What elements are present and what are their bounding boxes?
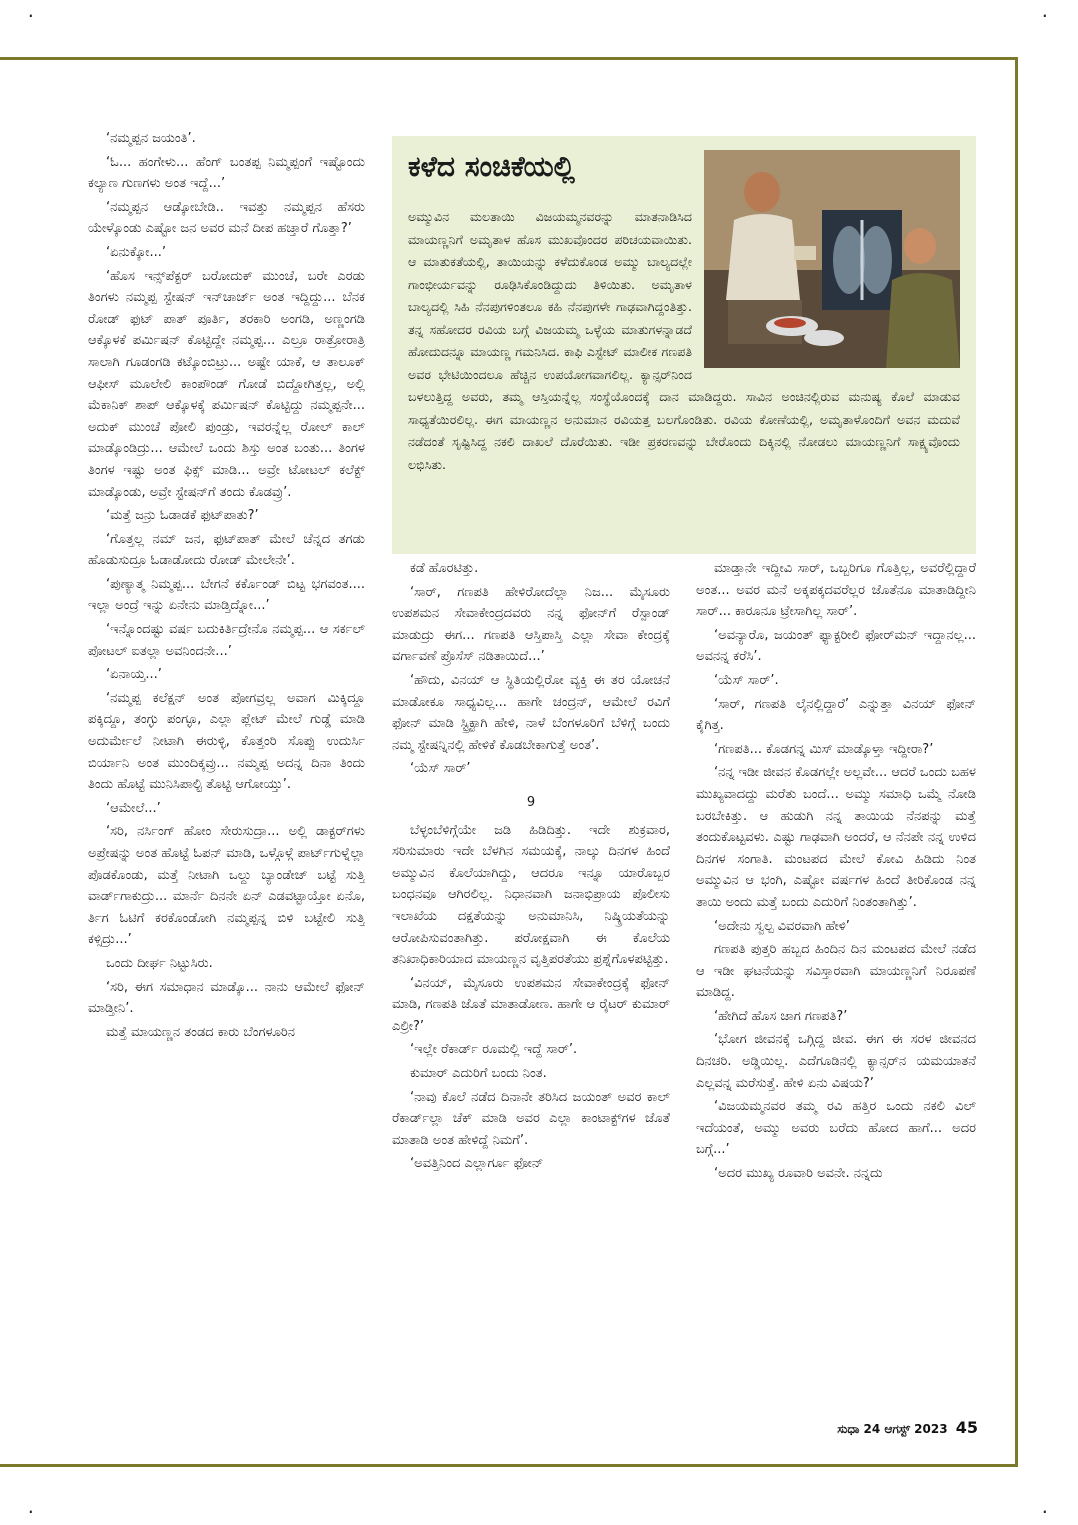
paragraph: ‘ನಮ್ಮಪ್ಪನ ಆಡ್ಕೋಬೇಡಿ.. ಇವತ್ತು ನಮ್ಮಪ್ಪನ ಹೆಸರು ಯೇಳ್ಕೊಂಡು ಎಷ್ಟೋ ಜನ ಅವರ ಮನೆ ದೀಪ ಹಚ್ತಾರೆ ಗೊತ್ತಾ?’: [88, 199, 365, 237]
crop-mark-top-left: .: [26, 2, 36, 21]
paragraph: ಮಾಡ್ತಾನೇ ಇದ್ದೀವಿ ಸಾರ್, ಒಬ್ಬರಿಗೂ ಗೊತ್ತಿಲ್ಲ, ಅವರೆಲ್ಲಿದ್ದಾರೆ ಅಂತ... ಅವರ ಮನೆ ಅಕ್ಕಪಕ್ಕದವರೆಲ್ಲರ ಜೊತೆನೂ ಮಾತಾಡಿದ್ದೀನಿ ಸಾರ್... ಕಾರೂನೂ ಟ್ರೇಸಾಗಿಲ್ಲ ಸಾರ್’.: [696, 561, 976, 620]
paragraph: ‘ಓ... ಹಂಗೇಳು... ಹೆಂಗ್ ಬಂತಪ್ಪ ನಿಮ್ಮಪ್ಪಂಗೆ ಇಷ್ಟೊಂದು ಕಲ್ಯಾಣ ಗುಣಗಳು ಅಂತ ಇದ್ದೆ...’: [88, 154, 365, 192]
page-footer: [837, 1418, 978, 1437]
story-column-3: [696, 558, 976, 1398]
paragraph: ‘ನನ್ನ ಇಡೀ ಜೀವನ ಕೊಡಗಲ್ಲೇ ಅಲ್ಲವೇ... ಆದರೆ ಒಂದು ಬಹಳ ಮುಖ್ಯವಾದದ್ದು ಮರೆತು ಬಂದೆ... ಅಮ್ಮು ಸಮಾಧಿ ಒಮ್ಮೆ ನೋಡಿ ಬರಬೇಕಿತ್ತು. ಆ ಹುಡುಗಿ ನನ್ನ ತಾಯಿಯ ನೆನಪನ್ನು ಮತ್ತೆ ತಂದುಕೊಟ್ಟವಳು. ಎಷ್ಟು ಗಾಢವಾಗಿ ಅಂದರೆ, ಆ ನೆನಪೇ ನನ್ನ ಉಳಿದ ದಿನಗಳ ಸಂಗಾತಿ. ಮಂಟಪದ ಮೇಲೆ ಕೋವಿ ಹಿಡಿದು ನಿಂತ ಅಮ್ಮುವಿನ ಆ ಭಂಗಿ, ಎಷ್ಟೋ ವರ್ಷಗಳ ಹಿಂದೆ ತೀರಿಕೊಂಡ ನನ್ನ ತಾಯಿ ಅಂದು ಮತ್ತೆ ಬಂದು ಎದುರಿಗೆ ನಿಂತಂತಾಗಿತ್ತು’.: [696, 765, 976, 910]
crop-mark-bottom-right: .: [1040, 1498, 1050, 1517]
magazine-issue: ಸುಧಾ 24 ಆಗಸ್ಟ್ 2023: [837, 1422, 948, 1436]
paragraph: ಗಣಪತಿ ಪುತ್ತರಿ ಹಬ್ಬದ ಹಿಂದಿನ ದಿನ ಮಂಟಪದ ಮೇಲೆ ನಡೆದ ಆ ಇಡೀ ಘಟನೆಯನ್ನು ಸವಿಸ್ತಾರವಾಗಿ ಮಾಯಣ್ಣನಿಗೆ ನಿರೂಪಣೆ ಮಾಡಿದ್ದ.: [696, 942, 976, 1001]
crop-mark-bottom-left: .: [26, 1498, 36, 1517]
recap-title: ಕಳೆದ ಸಂಚಿಕೆಯಲ್ಲಿ: [408, 150, 575, 183]
paragraph: ‘ಆಮೇಲೆ...’: [106, 800, 161, 816]
recap-box: [392, 136, 976, 554]
paragraph: ಕಡೆ ಹೊರಟಿತ್ತು.: [410, 561, 479, 576]
paragraph: ‘ಸರಿ, ನರ್ಸಿಂಗ್ ಹೋಂ ಸೇರುಸುದ್ರಾ... ಅಲ್ಲಿ ಡಾಕ್ಟರ್‌ಗಳು ಅಪ್ರೇಷನ್ನು ಅಂತ ಹೊಟ್ಟೆ ಓಪನ್ ಮಾಡಿ, ಒಳ್ಗೊಳ್ಗೆ ಪಾರ್ಟ್‌ಗುಳ್ನೆಲ್ಲಾ ಪೊಡಕೊಂಡು, ಮತ್ತೆ ನೀಟಾಗಿ ಒಲ್ದು ಬ್ಯಾಂಡೇಜ್ ಬಟ್ಟೆ ಸುತ್ತಿ ವಾರ್ಡ್‌ಗಾಕುದ್ರು... ಮಾರ್ನೆ ದಿನನೇ ಏನ್ ಎಡವಟ್ಟಾಯ್ತೋ ಏನೊ, ರ್ತಿಗ ಓಟಿಗೆ ಕರಕೊಂಡೋಗಿ ನಮ್ಮಪ್ಪನ್ನ ಬಿಳಿ ಬಟ್ಟೇಲಿ ಸುತ್ತಿ ಕಳ್ಸಿದ್ರು...’: [88, 824, 365, 948]
paragraph: ‘ಹೌದು, ವಿನಯ್ ಆ ಸ್ಥಿತಿಯಲ್ಲಿರೋ ವ್ಯಕ್ತಿ ಈ ತರ ಯೋಚನೆ ಮಾಡೋಕೂ ಸಾಧ್ಯವಿಲ್ಲ... ಹಾಗೇ ಚಂದ್ರನ್, ಆಮೇಲೆ ರವಿಗೆ ಫೋನ್ ಮಾಡಿ ಸ್ಟ್ರಿಕ್ಟಾಗಿ ಹೇಳಿ, ನಾಳೆ ಬೆಂಗಳೂರಿಗೆ ಬೆಳಿಗ್ಗೆ ಬಂದು ನಮ್ಮ ಸ್ಟೇಷನ್ನಿನಲ್ಲಿ ಹೇಳಿಕೆ ಕೊಡಬೇಕಾಗುತ್ತೆ ಅಂತ’.: [392, 672, 670, 753]
paragraph: ‘ಭೋಗ ಜೀವನಕ್ಕೆ ಒಗ್ಗಿದ್ದ ಜೀವ. ಈಗ ಈ ಸರಳ ಜೀವನದ ದಿನಚರಿ. ಅಡ್ಡಿಯಿಲ್ಲ. ಎದೆಗೂಡಿನಲ್ಲಿ ಕ್ಯಾನ್ಸರ್‌ನ ಯಮಯಾತನೆ ಎಲ್ಲವನ್ನ ಮರೆಸುತ್ತೆ. ಹೇಳಿ ಏನು ವಿಷಯ?’: [696, 1032, 976, 1091]
paragraph: ‘ಹೊಸ ಇನ್ಸ್‌ಪೆಕ್ಟರ್ ಬರೋದುಕ್ ಮುಂಚೆ, ಬರೇ ಎರಡು ತಿಂಗಳು ನಮ್ಮಪ್ಪ ಸ್ಟೇಷನ್ ಇನ್‌ಚಾರ್ಜ್ ಅಂತ ಇದ್ದಿದ್ದು... ಬೆನಕ ರೋಡ್ ಫುಟ್ ಪಾತ್ ಪೂರ್ತಿ, ತರಕಾರಿ ಅಂಗಡಿ, ಅಣ್ಣಂಗಡಿ ಆಕ್ಕೊಳಕೆ ಪರ್ಮಿಷನ್ ಕೊಟ್ಟಿದ್ದೇ ನಮ್ಮಪ್ಪ... ಎಲ್ರೂ ರಾತ್ರೋರಾತ್ರಿ ಸಾಲಾಗಿ ಗೂಡಂಗಡಿ ಕಟ್ಕೊಂಬಿಟ್ರು... ಅಷ್ಟೇ ಯಾಕೆ, ಆ ತಾಲೂಕ್ ಆಫೀಸ್ ಮೂಲೇಲಿ ಕಾಂಪೌಂಡ್ ಗೋಡೆ ಬಿದ್ದೋಗಿತ್ತಲ್ಲ, ಅಲ್ಲಿ ಮೆಕಾನಿಕ್ ಶಾಪ್ ಆಕ್ಕೊಳಕ್ಕೆ ಪರ್ಮಿಷನ್ ಕೊಟ್ಟಿದ್ದು ನಮ್ಮಪ್ಪನೇ... ಅದುಕ್ ಮುಂಚೆ ಪೋಲಿ ಪುಂಡ್ರು, ಇವರನ್ನೆಲ್ಲ ರೋಲ್ ಕಾಲ್ ಮಾಡ್ಕೊಂಡಿದ್ರು... ಆಮೇಲೆ ಒಂದು ಶಿಸ್ತು ಅಂತ ಬಂತು... ತಿಂಗಳ ತಿಂಗಳ ಇಷ್ಟು ಅಂತ ಫಿಕ್ಸ್ ಮಾಡಿ... ಅವ್ರೇ ಟೋಟಲ್ ಕಲೆಕ್ಟ್ ಮಾಡ್ಕೊಂಡು, ಅವ್ರೇ ಸ್ಟೇಷನ್‌ಗೆ ತಂದು ಕೊಡವ್ರು’.: [88, 268, 365, 500]
paragraph: ‘ಸಾರ್, ಗಣಪತಿ ಲೈನಲ್ಲಿದ್ದಾರೆ’ ಎನ್ನುತ್ತಾ ವಿನಯ್ ಫೋನ್ ಕೈಗಿತ್ತ.: [696, 696, 976, 734]
paragraph: ‘ವಿನಯ್, ಮೈಸೂರು ಉಪಶಮನ ಸೇವಾಕೇಂದ್ರಕ್ಕೆ ಫೋನ್ ಮಾಡಿ, ಗಣಪತಿ ಜೊತೆ ಮಾತಾಡೋಣ. ಹಾಗೇ ಆ ರೈಟರ್ ಕುಮಾರ್ ಎಲ್ರೀ?’: [392, 975, 670, 1034]
crop-mark-top-right: .: [1040, 2, 1050, 21]
paragraph: ಮತ್ತೆ ಮಾಯಣ್ಣನ ತಂಡದ ಕಾರು ಬೆಂಗಳೂರಿನ: [106, 1024, 295, 1040]
paragraph: ‘ನಮ್ಮಪ್ಪ ಕಲೆಕ್ಷನ್ ಅಂತ ಪೋಗವ್ರಲ್ಲ ಅವಾಗ ಮಿಕ್ಕಿದ್ದೂ ಪಕ್ಕಿದ್ದೂ, ತಂಗ್ಳು ಪಂಗ್ಳೂ, ಎಲ್ಲಾ ಪ್ಲೇಟ್ ಮೇಲೆ ಗುಡ್ಡೆ ಮಾಡಿ ಅದುರ್ಮೇಲೆ ನೀಟಾಗಿ ಈರುಳ್ಳಿ, ಕೊತ್ತಂರಿ ಸೊಪ್ಪು ಉದುರ್ಸಿ ಬಿರ್ಯಾನಿ ಅಂತ ಮುಂದಿಕ್ಕವ್ರು... ನಮ್ಮಪ್ಪ ಅದನ್ನ ದಿನಾ ತಿಂದು ತಿಂದು ಹೊಟ್ಟೆ ಮುನಿಸಿಪಾಲ್ಟಿ ತೊಟ್ಟಿ ಆಗೋಯ್ತು’.: [88, 690, 365, 793]
paragraph: ಬೆಳ್ಳಂಬೆಳಿಗ್ಗೆಯೇ ಜಡಿ ಹಿಡಿದಿತ್ತು. ಇದೇ ಶುಕ್ರವಾರ, ಸರಿಸುಮಾರು ಇದೇ ಬೆಳಗಿನ ಸಮಯಕ್ಕೆ, ನಾಲ್ಕು ದಿನಗಳ ಹಿಂದೆ ಅಮ್ಮುವಿನ ಕೊಲೆಯಾಗಿದ್ದು, ಆದರೂ ಇನ್ನೂ ಯಾರೊಬ್ಬರ ಬಂಧನವೂ ಆಗಿರಲಿಲ್ಲ. ನಿಧಾನವಾಗಿ ಜನಾಭಿಪ್ರಾಯ ಪೊಲೀಸು ಇಲಾಖೆಯ ದಕ್ಷತೆಯನ್ನು ಅನುಮಾನಿಸಿ, ನಿಷ್ಕ್ರಿಯತೆಯನ್ನು ಆರೋಪಿಸುವಂತಾಗಿತ್ತು. ಪರೋಕ್ಷವಾಗಿ ಈ ಕೊಲೆಯ ತನಿಖಾಧಿಕಾರಿಯಾದ ಮಾಯಣ್ಣನ ವೃತ್ತಿಪರತೆಯು ಪ್ರಶ್ನೆಗೊಳಪಟ್ಟಿತ್ತು.: [392, 822, 670, 968]
paragraph: ‘ವಿಜಯಮ್ಮನವರ ತಮ್ಮ ರವಿ ಹತ್ತಿರ ಒಂದು ನಕಲಿ ವಿಲ್ ಇದೆಯಂತೆ, ಅಮ್ಮು ಅವರು ಬರೆದು ಹೋದ ಹಾಗೆ... ಅದರ ಬಗ್ಗೆ...’: [696, 1099, 976, 1158]
story-column-2: [392, 558, 670, 1398]
paragraph: ‘ಅವನ್ಯಾರೊ, ಜಯಂತ್ ಫ್ಯಾಕ್ಟರೀಲಿ ಫೋರ್‌ಮನ್ ಇದ್ದಾನಲ್ಲ... ಅವನನ್ನ ಕರೆಸಿ’.: [696, 627, 976, 665]
paragraph: ‘ಮತ್ತೆ ಜನ್ರು ಓಡಾಡಕೆ ಫುಟ್‌ಪಾತು?’: [106, 508, 259, 524]
story-column-1: [88, 128, 365, 1398]
paragraph: ‘ಸರಿ, ಈಗ ಸಮಾಧಾನ ಮಾಡ್ಕೊ... ನಾನು ಆಮೇಲೆ ಫೋನ್ ಮಾಡ್ತೀನಿ’.: [88, 979, 365, 1017]
paragraph: ಒಂದು ದೀರ್ಘ ನಿಟ್ಟುಸಿರು.: [106, 955, 213, 971]
paragraph: ‘ಅದೇನು ಸ್ವಲ್ಪ ವಿವರವಾಗಿ ಹೇಳಿ’: [714, 918, 850, 934]
chapter-number: 9: [526, 794, 536, 810]
paragraph: ‘ಗೊತ್ತಲ್ಲ ನಮ್ ಜನ, ಫುಟ್‌ಪಾತ್ ಮೇಲೆ ಚೆನ್ನದ ತಗಡು ಹೊಡುಸುದ್ರೂ ಓಡಾಡೋದು ರೋಡ್ ಮೇಲೇನೇ’.: [88, 531, 365, 569]
paragraph: ಕುಮಾರ್ ಎದುರಿಗೆ ಬಂದು ನಿಂತ.: [410, 1066, 547, 1082]
paragraph: ‘ಸಾರ್, ಗಣಪತಿ ಹೇಳಿರೋದೆಲ್ಲಾ ನಿಜ... ಮೈಸೂರು ಉಪಶಮನ ಸೇವಾಕೇಂದ್ರದವರು ನನ್ನ ಫೋನ್‌ಗೆ ರೆಸ್ಪಾಂಡ್ ಮಾಡುದ್ರು ಈಗ... ಗಣಪತಿ ಆಸ್ತಿಪಾಸ್ತಿ ಎಲ್ಲಾ ಸೇವಾ ಕೇಂದ್ರಕ್ಕೆ ವರ್ಗಾವಣೆ ಪ್ರೊಸೆಸ್ ನಡಿತಾಯಿದೆ...’: [392, 584, 670, 665]
paragraph: ‘ಯೆಸ್ ಸಾರ್’.: [714, 672, 779, 688]
paragraph: ‘ನಮ್ಮಪ್ಪನ ಜಯಂತಿ’.: [106, 131, 196, 146]
paragraph: ‘ನಾವು ಕೊಲೆ ನಡೆದ ದಿನಾನೇ ತರಿಸಿದ ಜಯಂತ್ ಅವರ ಕಾಲ್ ರೆಕಾರ್ಡ್‌ಲ್ಲಾ ಚೆಕ್ ಮಾಡಿ ಅವರ ಎಲ್ಲಾ ಕಾಂಟಾಕ್ಟ್‌ಗಳ ಜೊತೆ ಮಾತಾಡಿ ಅಂತ ಹೇಳಿದ್ದೆ ನಿಮಗೆ’.: [392, 1089, 670, 1148]
paragraph: ‘ಗಣಪತಿ... ಕೊಡಗನ್ನ ಮಿಸ್ ಮಾಡ್ಕೊಳ್ತಾ ಇದ್ದೀರಾ?’: [714, 741, 934, 757]
paragraph: ‘ಹೇಗಿದೆ ಹೊಸ ಜಾಗ ಗಣಪತಿ?’: [714, 1008, 848, 1024]
paragraph: ‘ಏನುಕ್ಕೋ...’: [106, 244, 167, 260]
image-wrap-spacer: [692, 206, 960, 366]
paragraph: ‘ಪುಣ್ಯಾತ್ಮ ನಿಮ್ಮಪ್ಪ... ಬೇಗನೆ ಕರ್ಕೊಂಡ್ ಬಿಟ್ಟ ಭಗವಂತ.... ಇಲ್ಲಾ ಅಂದ್ರೆ ಇನ್ನು ಏನೇನು ಮಾಡ್ತಿದ್ನೋ...’: [88, 576, 365, 614]
paragraph: ‘ಏನಾಯ್ತ...’: [106, 667, 162, 683]
paragraph: ‘ಯೆಸ್ ಸಾರ್’: [410, 761, 471, 777]
paragraph: ‘ಅವತ್ತಿನಿಂದ ಎಲ್ಲಾರ್ಗೂ ಫೋನ್: [410, 1156, 544, 1172]
paragraph: ‘ಅದರ ಮುಖ್ಯ ರೂವಾರಿ ಅವನೇ. ನನ್ನದು: [714, 1166, 883, 1182]
paragraph: ‘ಇನ್ನೊಂದಷ್ಟು ವರ್ಷ ಬದುಕಿರ್ತಿದ್ರೇನೊ ನಮ್ಮಪ್ಪ... ಆ ಸರ್ಕಲ್ ಪೋಟಲ್ ಐತಲ್ಲಾ ಅವನಿಂದನೇ...’: [88, 622, 365, 659]
paragraph: ‘ಇಲ್ಲೇ ರೆಕಾರ್ಡ್ ರೂಮಲ್ಲಿ ಇದ್ದೆ ಸಾರ್’.: [410, 1042, 578, 1058]
recap-body: ಅಮ್ಮುವಿನ ಮಲತಾಯಿ ವಿಜಯಮ್ಮನವರನ್ನು ಮಾತನಾಡಿಸಿದ ಮಾಯಣ್ಣನಿಗೆ ಅಮೃತಾಳ ಹೊಸ ಮುಖವೊಂದರ ಪರಿಚಯವಾಯಿತು. ಆ ಮಾತುಕತೆಯಲ್ಲಿ, ತಾಯಿಯನ್ನು ಕಳೆದುಕೊಂಡ ಅಮ್ಮು ಬಾಲ್ಯದಲ್ಲೇ ಗಾಂಭೀರ್ಯವನ್ನು ರೂಢಿಸಿಕೊಂಡಿದ್ದುದು ತಿಳಿಯಿತು. ಅಮೃತಾಳ ಬಾಲ್ಯದಲ್ಲಿ ಸಿಹಿ ನೆನಪುಗಳಿಂತಲೂ ಕಹಿ ನೆನಪುಗಳೇ ಗಾಢವಾಗಿದ್ದಂತಿತ್ತು. ತನ್ನ ಸಹೋದರ ರವಿಯ ಬಗ್ಗೆ ವಿಜಯಮ್ಮ ಒಳ್ಳೆಯ ಮಾತುಗಳನ್ನಾಡದೆ ಹೋದುದನ್ನೂ ಮಾಯಣ್ಣ ಗಮನಿಸಿದ. ಕಾಫಿ ಎಸ್ಟೇಟ್ ಮಾಲೀಕ ಗಣಪತಿ ಅವರ ಭೇಟಿಯಿಂದಲೂ ಹೆಚ್ಚಿನ ಉಪಯೋಗವಾಗಲಿಲ್ಲ. ಕ್ಯಾನ್ಸರ್‌ನಿಂದ ಬಳಲುತ್ತಿದ್ದ ಅವರು, ತಮ್ಮ ಆಸ್ತಿಯನ್ನೆಲ್ಲ ಸಂಸ್ಥೆಯೊಂದಕ್ಕೆ ದಾನ ಮಾಡಿದ್ದರು. ಸಾವಿನ ಅಂಚಿನಲ್ಲಿರುವ ಮನುಷ್ಯ ಕೊಲೆ ಮಾಡುವ ಸಾಧ್ಯತೆಯಿರಲಿಲ್ಲ. ಈಗ ಮಾಯಣ್ಣನ ಅನುಮಾನ ರವಿಯತ್ತ ಬಲಗೊಂಡಿತು. ರವಿಯ ಕೋಣೆಯಲ್ಲಿ, ಅಮೃತಾಳೊಂದಿಗೆ ಅವನ ಮದುವೆ ನಡೆದಂತೆ ಸೃಷ್ಟಿಸಿದ್ದ ನಕಲಿ ದಾಖಲೆ ದೊರೆಯಿತು. ಇಡೀ ಪ್ರಕರಣವನ್ನು ಬೇರೊಂದು ದಿಕ್ಕಿನಲ್ಲಿ ನೋಡಲು ಮಾಯಣ್ಣನಿಗೆ ಸಾಕ್ಷ್ಯವೊಂದು ಲಭಿಸಿತು.: [408, 209, 960, 472]
recap-text: [408, 206, 960, 476]
page-number: 45: [955, 1418, 978, 1437]
